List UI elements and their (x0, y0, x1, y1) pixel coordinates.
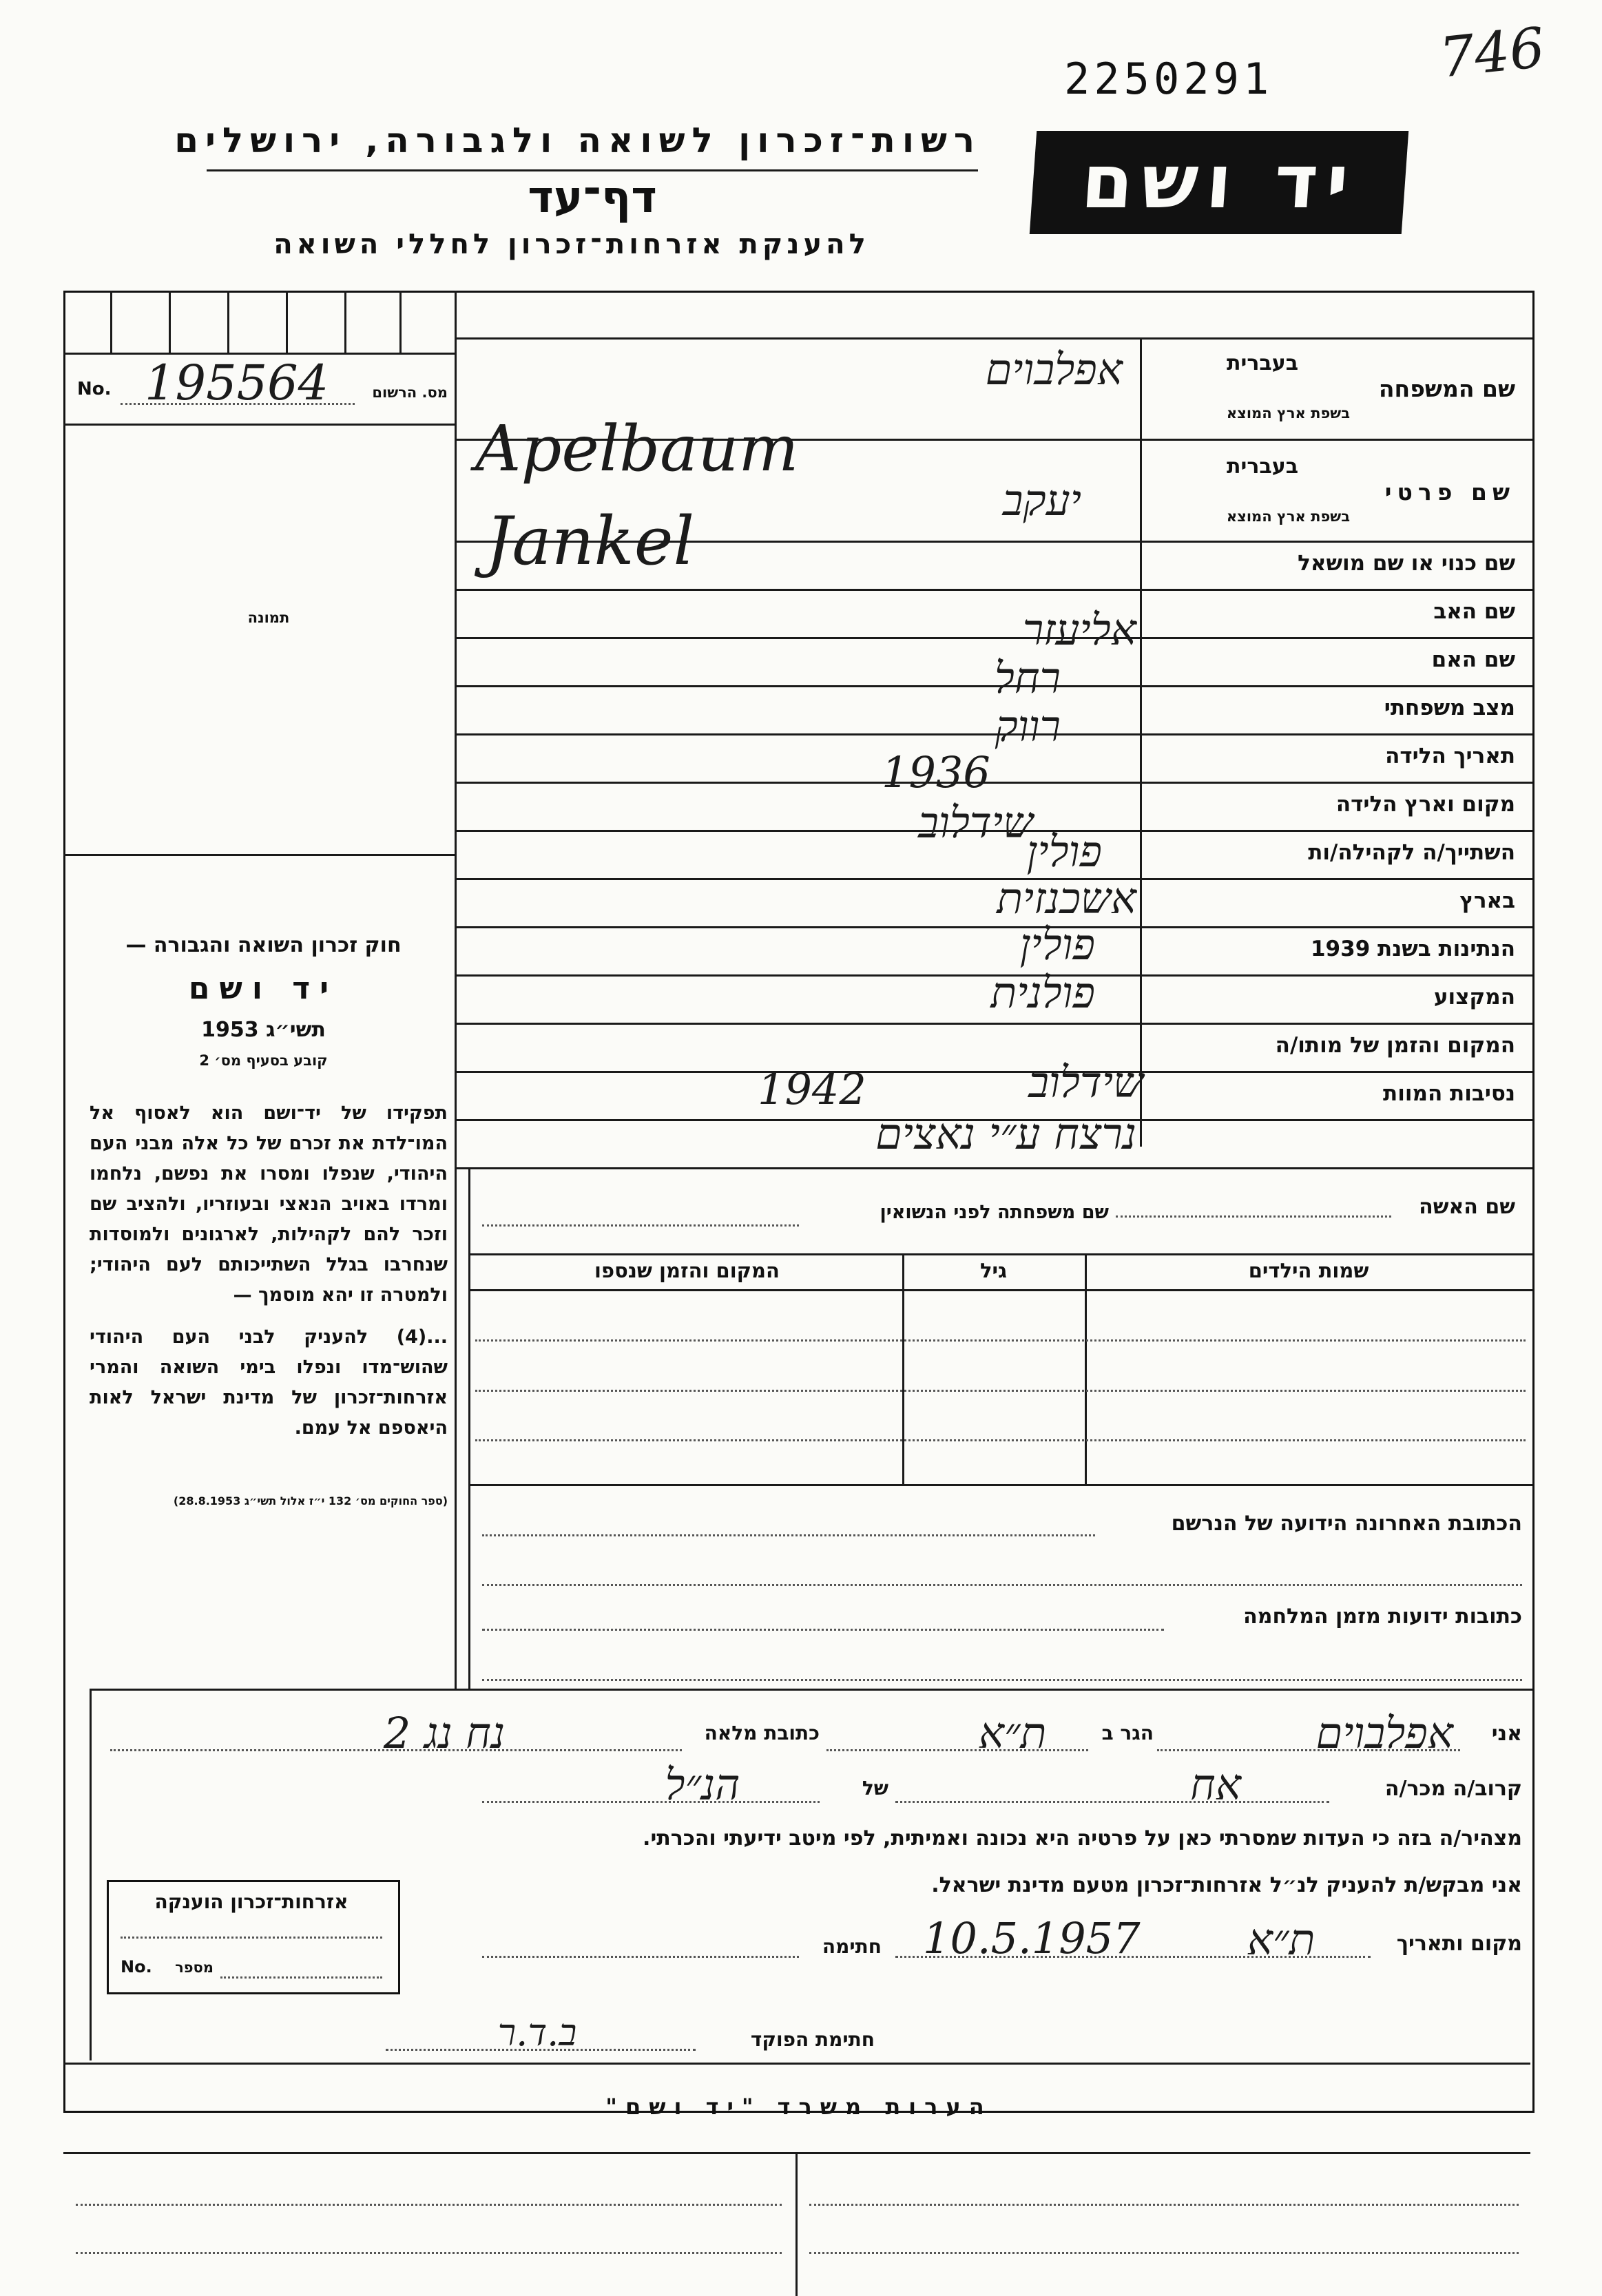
children-header-bottom (468, 1289, 1532, 1291)
maiden-name-label: שם משפחתה לפני הנשואין (880, 1202, 1109, 1223)
declaration-statement: מצהיר/ה בזה כי העדות שמסרתי כאן על פרטיה היא נכונה ואמיתית, לפי מיטב ידיעתי והכרתי. (643, 1826, 1522, 1850)
photo-area-bottom (63, 854, 456, 856)
declaration-section-top (90, 1689, 1532, 1691)
registration-no-label: No. (77, 379, 112, 399)
declarant-name-value: אפלבוים (1315, 1708, 1453, 1758)
form-title: דף־עד (528, 172, 657, 223)
officer-signature-label: חתימת הפוקד (750, 2028, 875, 2051)
citizenship-request: אני מבקש/ת להעניק לנ״ל אזרחות־זכרון מטעם מדינת ישראל. (931, 1873, 1522, 1897)
children-table-top (468, 1253, 1532, 1255)
citizenship-box-no-label: No. (121, 1957, 152, 1976)
first-name-hebrew-value: יעקב (1002, 475, 1081, 525)
place-date-label: מקום ותאריך (1396, 1932, 1522, 1956)
left-panel-divider (455, 291, 457, 1689)
officer-signature-value: ב.ד.ר (497, 2011, 577, 2054)
corner-handwritten-number: 746 (1436, 15, 1548, 90)
country-value: אשכנזית (997, 873, 1136, 923)
in-hebrew-label-2: בעברית (1227, 455, 1298, 479)
community-label: השתייך/ה לקהילה/ות (1308, 840, 1515, 865)
labels-column-divider (1140, 337, 1142, 1147)
relation-label: קרוב/ה מכר/ה (1384, 1777, 1522, 1801)
child-age-header: גיל (979, 1259, 1008, 1282)
country-label: בארץ (1459, 888, 1515, 913)
registration-row-bottom (63, 424, 456, 426)
citizenship-1939-value: פולין (1019, 919, 1095, 970)
origin-language-label-2: בשפת ארץ המוצא (1226, 508, 1350, 525)
of-value: הנ״ל (665, 1760, 740, 1810)
father-label: שם האב (1433, 599, 1515, 624)
first-name-label: שם פרטי (1384, 479, 1515, 505)
citizenship-box-number-label: מספר (175, 1959, 214, 1976)
family-name-label: שם המשפחה (1378, 375, 1515, 402)
family-name-hebrew-value: אפלבוים (985, 344, 1123, 395)
father-name-value: אליעזר (1022, 605, 1136, 655)
form-subtitle: להענקת אזרחות־זכרון לחללי השואה (273, 229, 870, 260)
law-name: יד ושם (188, 971, 339, 1006)
law-text-clause-4: ...(4) להעניק לבני העם היהודי שהוש־מדו ונפלו בימי השואה והמרי אזרחות־זכרון של מדינת ישראל לאות היאספם אל עמם. (90, 1326, 448, 1439)
registration-number: 195564 (145, 355, 329, 411)
office-notes-divider (795, 2152, 798, 2296)
law-text: תפקידו של יד־ושם הוא לאסוף אל המו־לדת את זכרם של כל אלה מבני העם היהודי, שנפלו ומסרו את נפשם, נלחמו ומרדו באויב הנאצי ובעוזריו, ולהציב שם וזכר להם לקהילות, לארגונים ולמוסדות שנחרבו בגלל השתייכותם לעם היהודי; ולמטרה זו יהא מוסמך — (90, 1103, 448, 1306)
first-name-latin-value: Jankel (486, 503, 695, 580)
last-address-label: הכתובת האחרונה הידועה של הנרשם (1171, 1512, 1522, 1536)
law-year: תשי״ג 1953 (201, 1018, 326, 1042)
declarant-i-label: אני (1491, 1722, 1522, 1746)
birth-place-label: מקום וארץ הלידה (1335, 792, 1515, 817)
authority-title: רשות־זכרון לשואה ולגבורה, ירושלים (174, 121, 981, 160)
law-title: חוק זכרון השואה והגבורה — (125, 933, 402, 957)
full-address-value: נח נג 2 (383, 1708, 506, 1758)
office-notes-title: הערות משרד "יד ושם" (605, 2094, 992, 2120)
birth-place-value: שידלוב (918, 797, 1033, 848)
registry-number: 2250291 (1064, 54, 1273, 104)
relation-value: אח (1190, 1760, 1241, 1810)
mother-label: שם האם (1431, 647, 1515, 672)
birth-date-label: תאריך הלידה (1385, 744, 1515, 769)
of-label: של (862, 1777, 888, 1799)
death-place-value: שידלוב (1028, 1057, 1143, 1107)
residing-label: הגר ב (1101, 1722, 1154, 1744)
profession-label: המקצוע (1433, 985, 1515, 1010)
marital-status-value: רווק (995, 701, 1061, 751)
mother-name-value: רחל (994, 653, 1061, 703)
origin-language-label: בשפת ארץ המוצא (1226, 405, 1350, 421)
citizenship-granted-title: אזרחות־זכרון הוענקה (154, 1890, 349, 1913)
logo-text: יד ושם (1079, 139, 1360, 225)
circumstances-row-bottom (455, 1167, 1532, 1169)
birth-date-value: 1936 (882, 747, 990, 797)
date-value: 10.5.1957 (923, 1913, 1141, 1963)
authority-underline (207, 169, 978, 171)
wife-name-label: שם האשה (1419, 1195, 1515, 1219)
in-hebrew-label: בעברית (1227, 351, 1298, 375)
death-circumstances-value: נרצח ע״י נאצים (875, 1109, 1136, 1159)
family-name-latin-value: Apelbaum (475, 412, 799, 486)
residing-value: ת״א (978, 1708, 1047, 1758)
law-reference: (ספר החוקים מס׳ 132 י״ז אלול תשי״ג 28.8.1953) (173, 1494, 448, 1507)
yad-vashem-logo (1030, 131, 1408, 234)
office-notes-top (63, 2063, 1530, 2065)
full-address-label: כתובת מלאה (704, 1722, 820, 1744)
citizenship-1939-label: הנתינות בשנת 1939 (1310, 937, 1515, 961)
community-value: פולין (1026, 826, 1102, 877)
law-clause: קובע בסעיף מס׳ 2 (199, 1052, 328, 1069)
marital-status-label: מצב משפחתי (1384, 696, 1515, 720)
photo-label: תמונה (247, 609, 290, 626)
children-names-header: שמות הילדים (1248, 1259, 1369, 1282)
death-place-time-label: המקום והזמן של מותו/ה (1275, 1033, 1515, 1058)
registration-label: מס. הרשום (372, 384, 448, 401)
child-death-header: המקום והזמן שנספו (594, 1259, 780, 1282)
death-circumstances-label: נסיבות המוות (1383, 1081, 1515, 1106)
nickname-label: שם כנוי או שם מושאל (1298, 551, 1515, 576)
children-table-bottom (468, 1484, 1532, 1486)
death-year-value: 1942 (758, 1064, 866, 1114)
war-addresses-label: כתובות ידועות מזמן המלחמה (1243, 1605, 1522, 1629)
place-value: ת״א (1247, 1914, 1315, 1965)
signature-label: חתימה (822, 1935, 882, 1958)
profession-value: פולנית (990, 968, 1095, 1018)
